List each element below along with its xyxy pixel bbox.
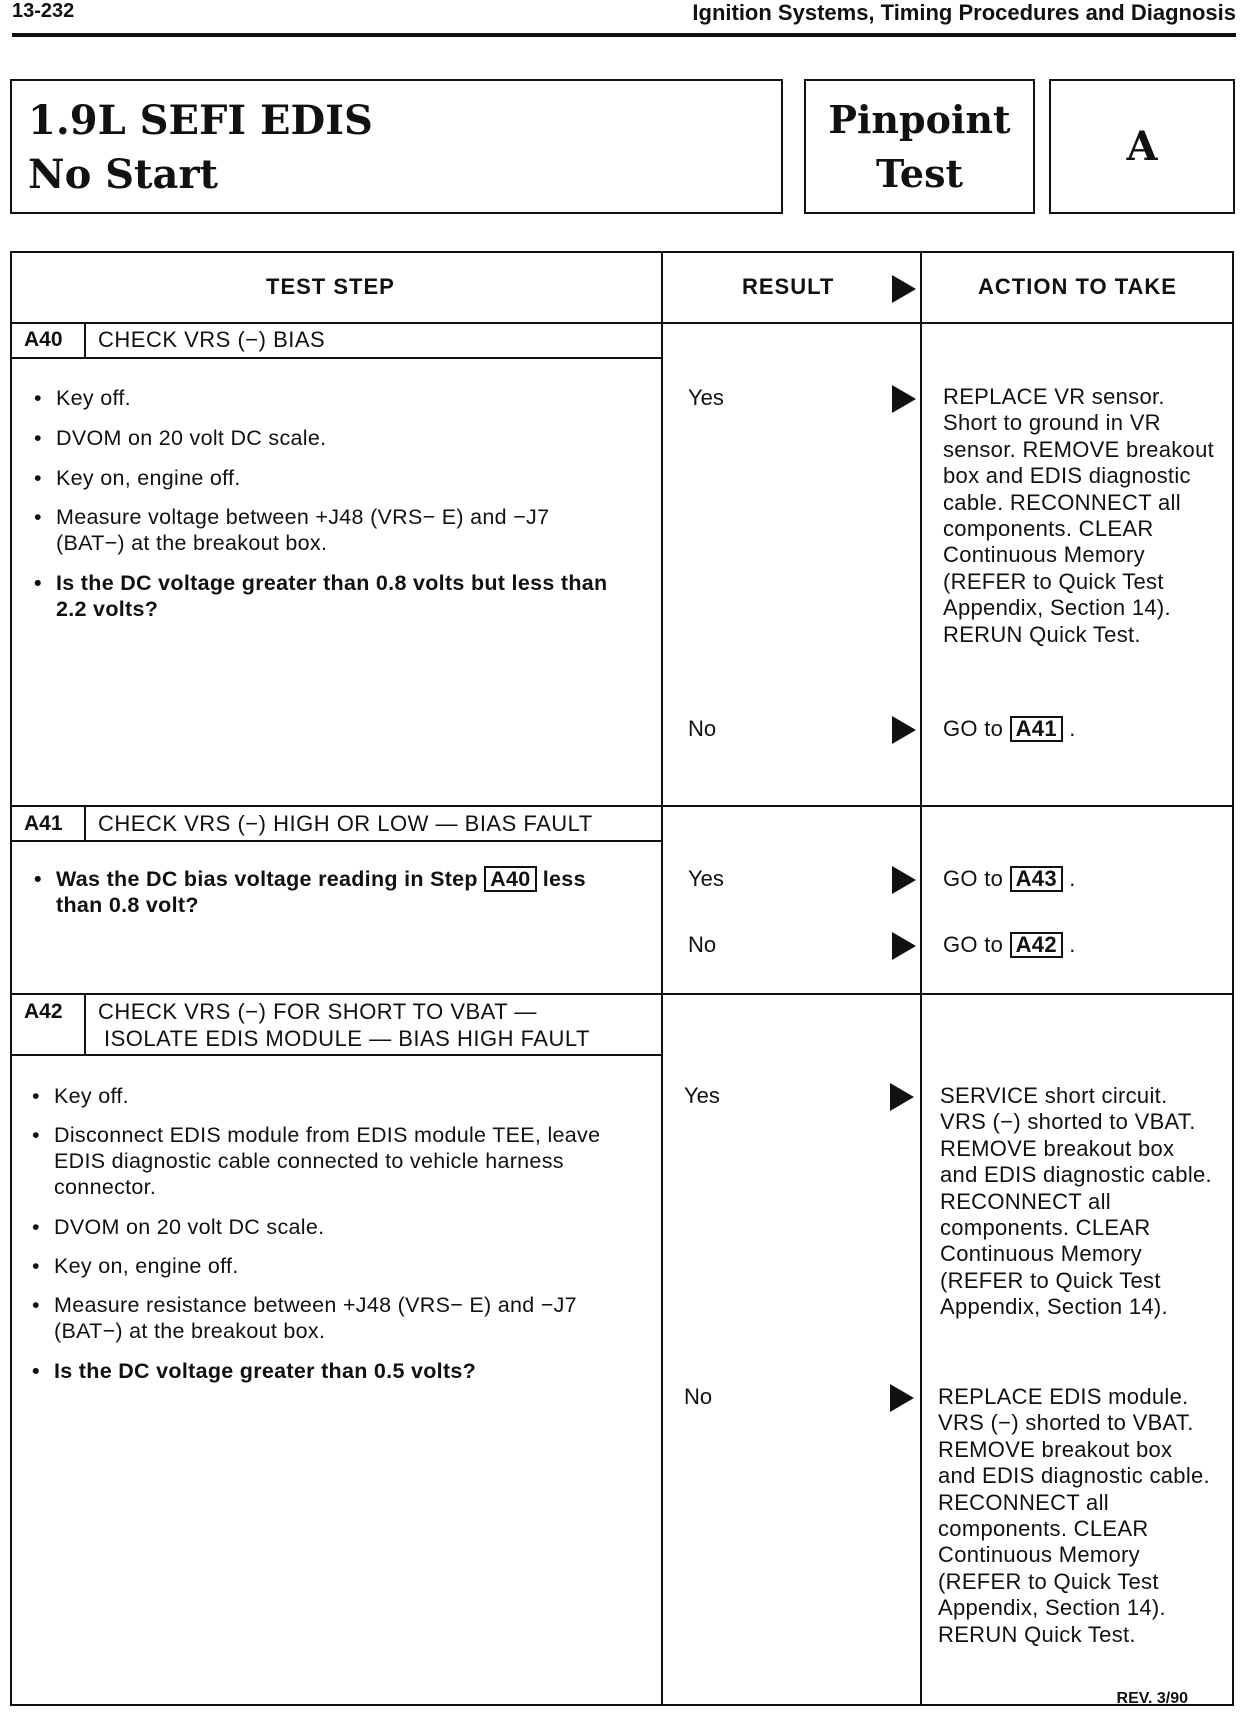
section-title: Ignition Systems, Timing Procedures and Diagnosis (692, 0, 1236, 25)
column-divider (661, 251, 663, 1706)
step-reference[interactable]: A41 (1010, 716, 1063, 742)
page-number: 13-232 (12, 0, 75, 22)
arrow-icon (890, 1384, 914, 1412)
step-id-divider (84, 805, 86, 841)
title-line2: No Start (28, 151, 218, 198)
header-rule (12, 33, 1236, 37)
pinpoint-box (804, 79, 1035, 214)
revision-label: REV. 3/90 (1116, 1690, 1188, 1707)
title-box (10, 79, 783, 214)
action-text: GO to A42 . (943, 932, 1076, 957)
test-letter-box (1049, 79, 1235, 214)
result-no: No (688, 932, 717, 957)
arrow-icon (890, 1083, 914, 1111)
result-no: No (684, 1384, 713, 1409)
list-item: • Key off. (32, 1084, 129, 1108)
list-item: • Disconnect EDIS module from EDIS module TEE, leave EDIS diagnostic cable connected to vehicle harness connector. (32, 1123, 601, 1199)
action-text: GO to A41 . (943, 716, 1076, 741)
step-title-line2: ISOLATE EDIS MODULE — BIAS HIGH FAULT (104, 1026, 590, 1051)
test-letter: A (1126, 123, 1158, 170)
step-id: A40 (24, 328, 63, 351)
arrow-icon (892, 275, 916, 303)
list-item: • Measure voltage between +J48 (VRS− E) and −J7 (BAT−) at the breakout box. (34, 505, 550, 555)
step-id: A42 (24, 1000, 63, 1023)
list-item-question: • Was the DC bias voltage reading in Step A40 less than 0.8 volt? (34, 867, 586, 917)
list-item: • Measure resistance between +J48 (VRS− E) and −J7 (BAT−) at the breakout box. (32, 1293, 577, 1343)
column-divider (920, 251, 922, 1706)
result-yes: Yes (688, 866, 724, 891)
list-item: • Key on, engine off. (34, 466, 241, 490)
pinpoint-line2: Test (875, 151, 964, 196)
list-item: • DVOM on 20 volt DC scale. (32, 1215, 325, 1239)
step-title-underline (10, 1054, 661, 1056)
list-item: • Key off. (34, 386, 131, 410)
col-result: RESULT (742, 274, 835, 299)
arrow-icon (892, 385, 916, 413)
step-id: A41 (24, 812, 63, 835)
step-reference[interactable]: A40 (484, 866, 536, 892)
list-item-question: • Is the DC voltage greater than 0.5 volts? (32, 1359, 477, 1383)
arrow-icon (892, 932, 916, 960)
step-id-divider (84, 993, 86, 1055)
list-item: • Key on, engine off. (32, 1254, 239, 1278)
step-reference[interactable]: A42 (1010, 932, 1063, 958)
action-text: REPLACE EDIS module. VRS (−) shorted to VBAT. REMOVE breakout box and EDIS diagnostic cable. RECONNECT all components. CLEAR Continuous Memory (REFER to Quick Test Appendix, Section 14). RERUN Quick Test. (938, 1384, 1210, 1647)
list-item-question: • Is the DC voltage greater than 0.8 volts but less than 2.2 volts? (34, 571, 608, 621)
step-reference[interactable]: A43 (1010, 866, 1063, 892)
action-text: REPLACE VR sensor. Short to ground in VR sensor. REMOVE breakout box and EDIS diagnostic cable. RECONNECT all components. CLEAR Continuous Memory (REFER to Quick Test Appendix, Section 14). RERUN Quick Test. (943, 384, 1215, 647)
title-line1: 1.9L SEFI EDIS (28, 97, 373, 144)
arrow-icon (892, 866, 916, 894)
pinpoint-line1: Pinpoint (828, 97, 1011, 142)
step-title: CHECK VRS (−) HIGH OR LOW — BIAS FAULT (98, 811, 593, 836)
col-test-step: TEST STEP (266, 274, 395, 299)
step-title-line1: CHECK VRS (−) FOR SHORT TO VBAT — (98, 999, 537, 1024)
result-yes: Yes (688, 385, 724, 410)
step-title-underline (10, 357, 661, 359)
action-text: GO to A43 . (943, 866, 1076, 891)
col-action: ACTION TO TAKE (978, 274, 1177, 299)
list-item: • DVOM on 20 volt DC scale. (34, 426, 327, 450)
result-yes: Yes (684, 1083, 720, 1108)
step-id-divider (84, 322, 86, 358)
result-no: No (688, 716, 717, 741)
step-title-underline (10, 840, 661, 842)
step-separator (10, 993, 1234, 995)
action-text: SERVICE short circuit. VRS (−) shorted to VBAT. REMOVE breakout box and EDIS diagnostic cable. RECONNECT all components. CLEAR Continuous Memory (REFER to Quick Test Appendix, Section 14). (940, 1083, 1212, 1320)
header-row-line (10, 322, 1234, 324)
arrow-icon (892, 716, 916, 744)
step-separator (10, 805, 1234, 807)
step-title: CHECK VRS (−) BIAS (98, 327, 326, 352)
